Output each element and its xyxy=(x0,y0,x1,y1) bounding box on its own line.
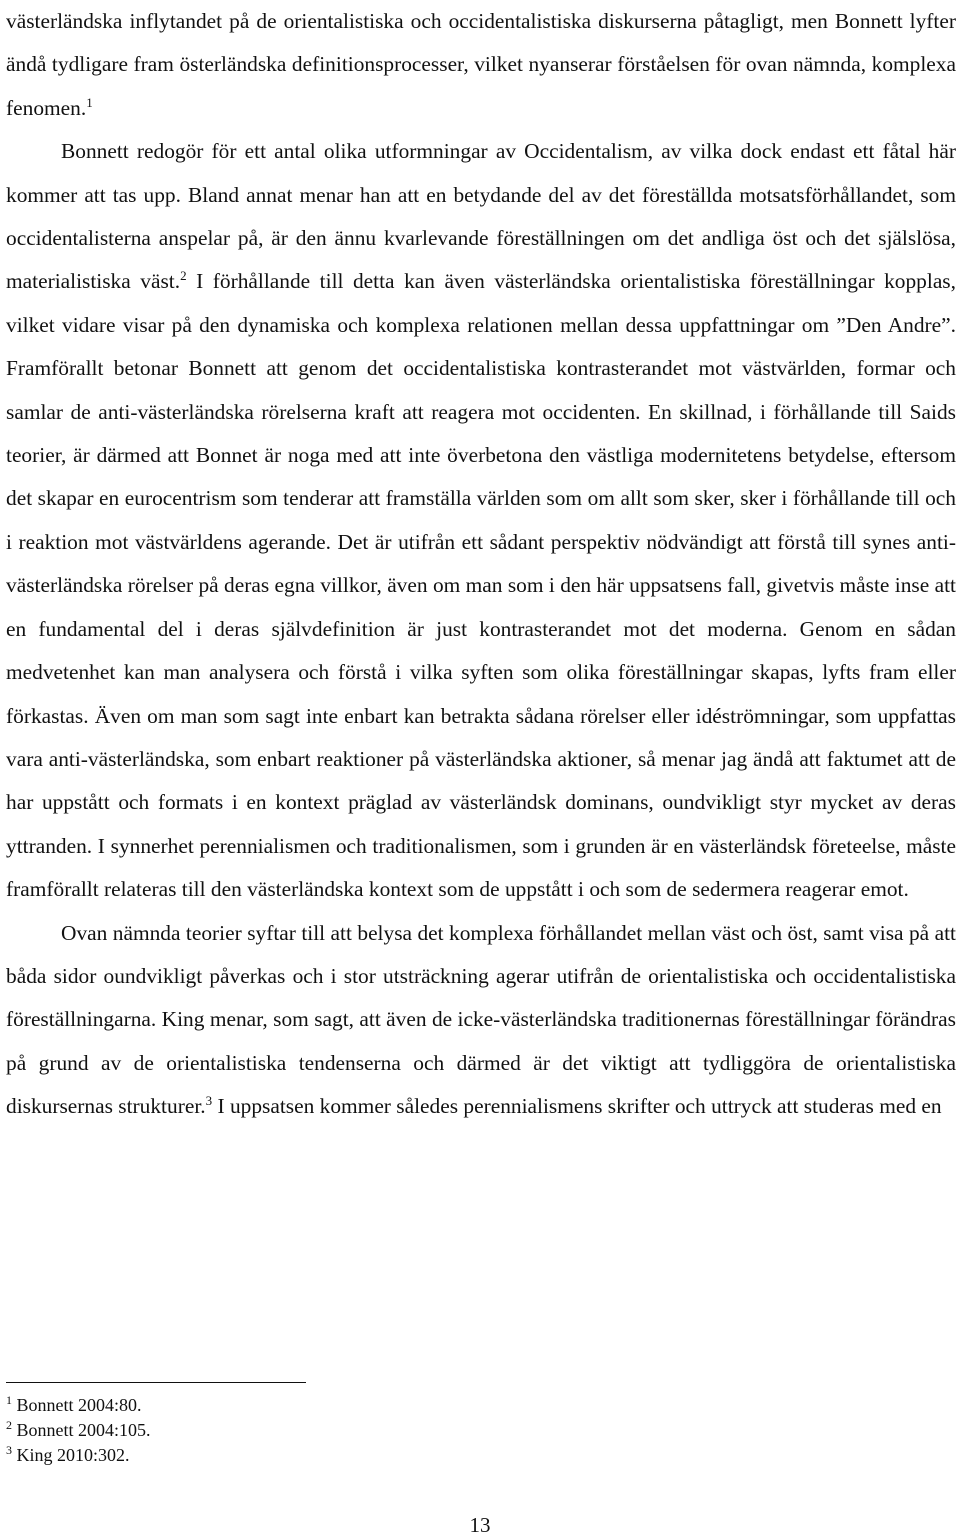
paragraph-2 xyxy=(6,912,956,1129)
footnote-3-number: 3 xyxy=(6,1443,12,1457)
paragraph-1-sentence-3: I förhållande till detta kan även västerländska orientalistiska föreställningar kopplas, vilket vidare visar på den dynamiska och komplexa relationen mellan dessa uppfattningar om ”Den Andre”. Framförallt betonar Bonnett att genom det occidentalistiska kontrasterandet mot västvärlden, formar och samlar de anti-västerländska rörelserna kraft att reagera mot occidenten. En skillnad, i förhållande till Saids teorier, är därmed att Bonnet är noga med att inte överbetona den västliga modernitetens betydelse, eftersom det skapar en eurocentrism som tenderar att framställa världen som om allt som sker, sker i förhållande till och i reaktion mot västvärldens agerande. Det är utifrån ett sådant perspektiv nödvändigt att förstå till synes anti-västerländska rörelser på deras egna villkor, även om man som i den här uppsatsens fall, givetvis måste inse att en fundamental del i deras självdefinition är just kontrasterandet mot det moderna. Genom en sådan medvetenhet kan man analysera och förstå i vilka syften som olika föreställningar skapas, lyfts fram eller förkastas. Även om man som sagt inte enbart kan betrakta sådana rörelser eller idéströmningar, som uppfattas vara anti-västerländska, som enbart reaktioner på västerländska aktioner, så menar jag ändå att faktumet att de har uppstått och formats i en kontext präglad av västerländsk dominans, oundvikligt styr mycket av deras yttranden. I synnerhet perennialismen och traditionalismen, som i grunden är en västerländsk företeelse, måste framförallt relateras till den västerländska kontext som de uppstått i och som de sedermera reagerar emot. xyxy=(6,269,956,902)
body-text xyxy=(6,0,956,1129)
footnote-2-number: 2 xyxy=(6,1418,12,1432)
paragraph-2-sentence-1: Ovan nämnda teorier syftar till att belysa det komplexa förhållandet mellan väst och öst, samt visa på att båda sidor oundvikligt påverkas och i stor utsträckning agerar utifrån de orientalistiska och occidentalistiska föreställningarna. King menar, som sagt, att även de icke-västerländska traditionernas föreställningar förändras på grund av de orientalistiska tendenserna och därmed är det viktigt att tydliggöra de orientalistiska diskursernas strukturer. xyxy=(6,920,956,1119)
footnote-separator xyxy=(6,1382,306,1383)
footnote-1-number: 1 xyxy=(6,1393,12,1407)
footnote-2-text: Bonnett 2004:105. xyxy=(16,1420,151,1440)
footnote-2 xyxy=(6,1418,606,1443)
footnote-ref-1[interactable]: 1 xyxy=(86,94,93,110)
footnote-ref-2[interactable]: 2 xyxy=(180,268,187,284)
footnote-3-text: King 2010:302. xyxy=(16,1445,130,1465)
paragraph-2-sentence-2: I uppsatsen kommer således perennialismens skrifter och uttryck att studeras med en xyxy=(217,1094,942,1119)
paragraph-1 xyxy=(6,0,956,912)
paragraph-1-sentence-1: västerländska inflytandet på de orientalistiska och occidentalistiska diskurserna påtagligt, men Bonnett lyfter ändå tydligare fram österländska definitionsprocesser, vilket nyanserar förståelsen för ovan nämnda, komplexa fenomen. xyxy=(6,9,956,120)
page-number: 13 xyxy=(469,1513,491,1537)
footnote-1 xyxy=(6,1393,606,1418)
paragraph-1-sentence-2: Bonnett redogör för ett antal olika utformningar av Occidentalism, av vilka dock endast ett fåtal här kommer att tas upp. Bland annat menar han att en betydande del av det föreställda motsatsförhållandet, som occidentalisterna anspelar på, är den ännu kvarlevande föreställningen om det andliga öst och det själslösa, materialistiska väst. xyxy=(6,139,956,294)
footnote-1-text: Bonnett 2004:80. xyxy=(16,1395,142,1415)
footnote-ref-3[interactable]: 3 xyxy=(205,1093,213,1109)
footnotes xyxy=(6,1393,606,1468)
footnote-3 xyxy=(6,1443,606,1468)
